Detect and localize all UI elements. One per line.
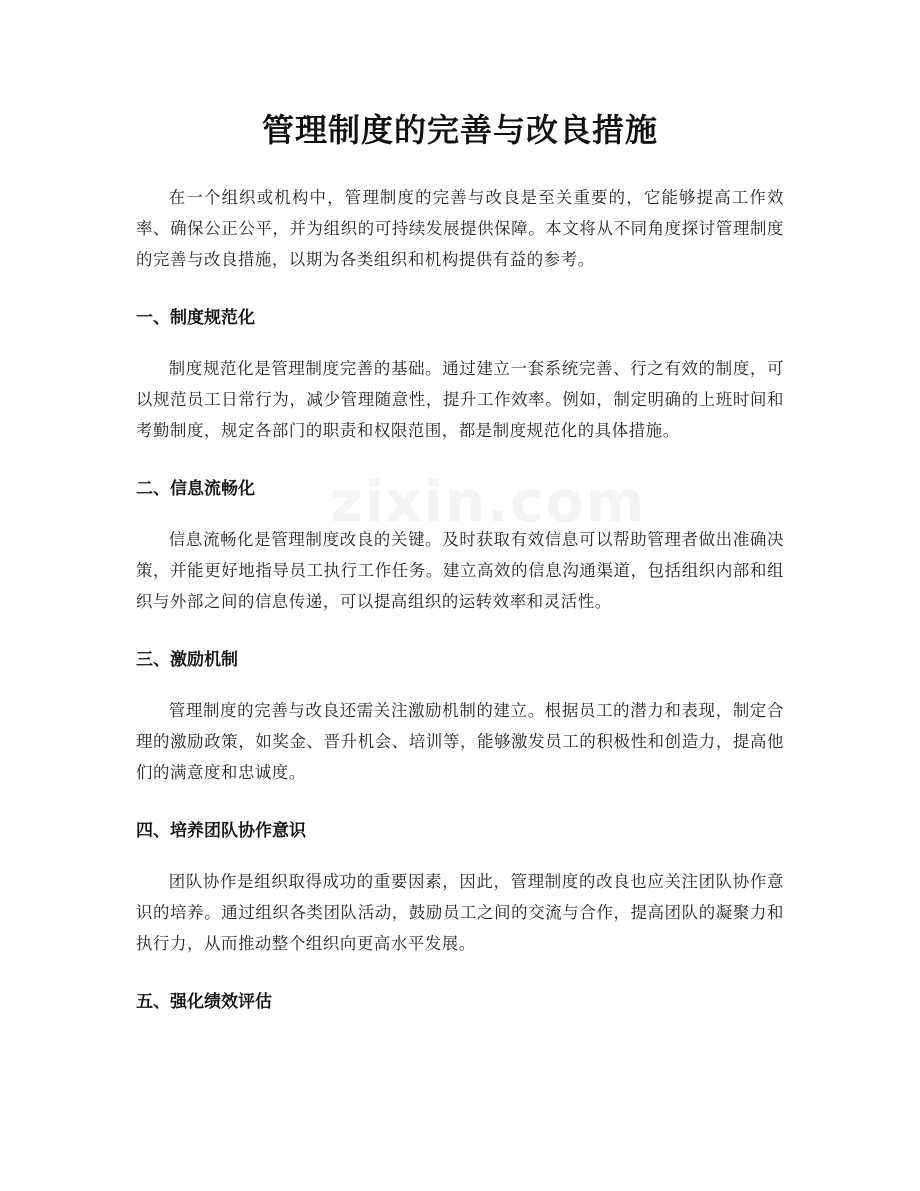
- intro-paragraph: 在一个组织或机构中，管理制度的完善与改良是至关重要的，它能够提高工作效率、确保公正公平，并为组织的可持续发展提供保障。本文将从不同角度探讨管理制度的完善与改良措施，以期为各类组织和机构提供有益的参考。: [136, 188, 784, 269]
- section-heading-1: 一、制度规范化: [136, 308, 255, 328]
- section-heading-5: 五、强化绩效评估: [136, 992, 272, 1012]
- section-heading-3: 三、激励机制: [136, 650, 238, 670]
- section-body-2: 信息流畅化是管理制度改良的关键。及时获取有效信息可以帮助管理者做出准确决策，并能更好地指导员工执行工作任务。建立高效的信息沟通渠道，包括组织内部和组织与外部之间的信息传递，可以提高组织的运转效率和灵活性。: [136, 530, 784, 611]
- section-body-1: 制度规范化是管理制度完善的基础。通过建立一套系统完善、行之有效的制度，可以规范员工日常行为，减少管理随意性，提升工作效率。例如，制定明确的上班时间和考勤制度，规定各部门的职责和权限范围，都是制度规范化的具体措施。: [136, 359, 784, 440]
- section-heading-4: 四、培养团队协作意识: [136, 821, 306, 841]
- section-body-4: 团队协作是组织取得成功的重要因素，因此，管理制度的改良也应关注团队协作意识的培养。通过组织各类团队活动，鼓励员工之间的交流与合作，提高团队的凝聚力和执行力，从而推动整个组织向更高水平发展。: [136, 872, 784, 953]
- section-heading-2: 二、信息流畅化: [136, 479, 255, 499]
- watermark: zixin.com: [330, 470, 647, 535]
- document-title: 管理制度的完善与改良措施: [261, 111, 658, 149]
- section-body-3: 管理制度的完善与改良还需关注激励机制的建立。根据员工的潜力和表现，制定合理的激励政策，如奖金、晋升机会、培训等，能够激发员工的积极性和创造力，提高他们的满意度和忠诚度。: [136, 701, 784, 782]
